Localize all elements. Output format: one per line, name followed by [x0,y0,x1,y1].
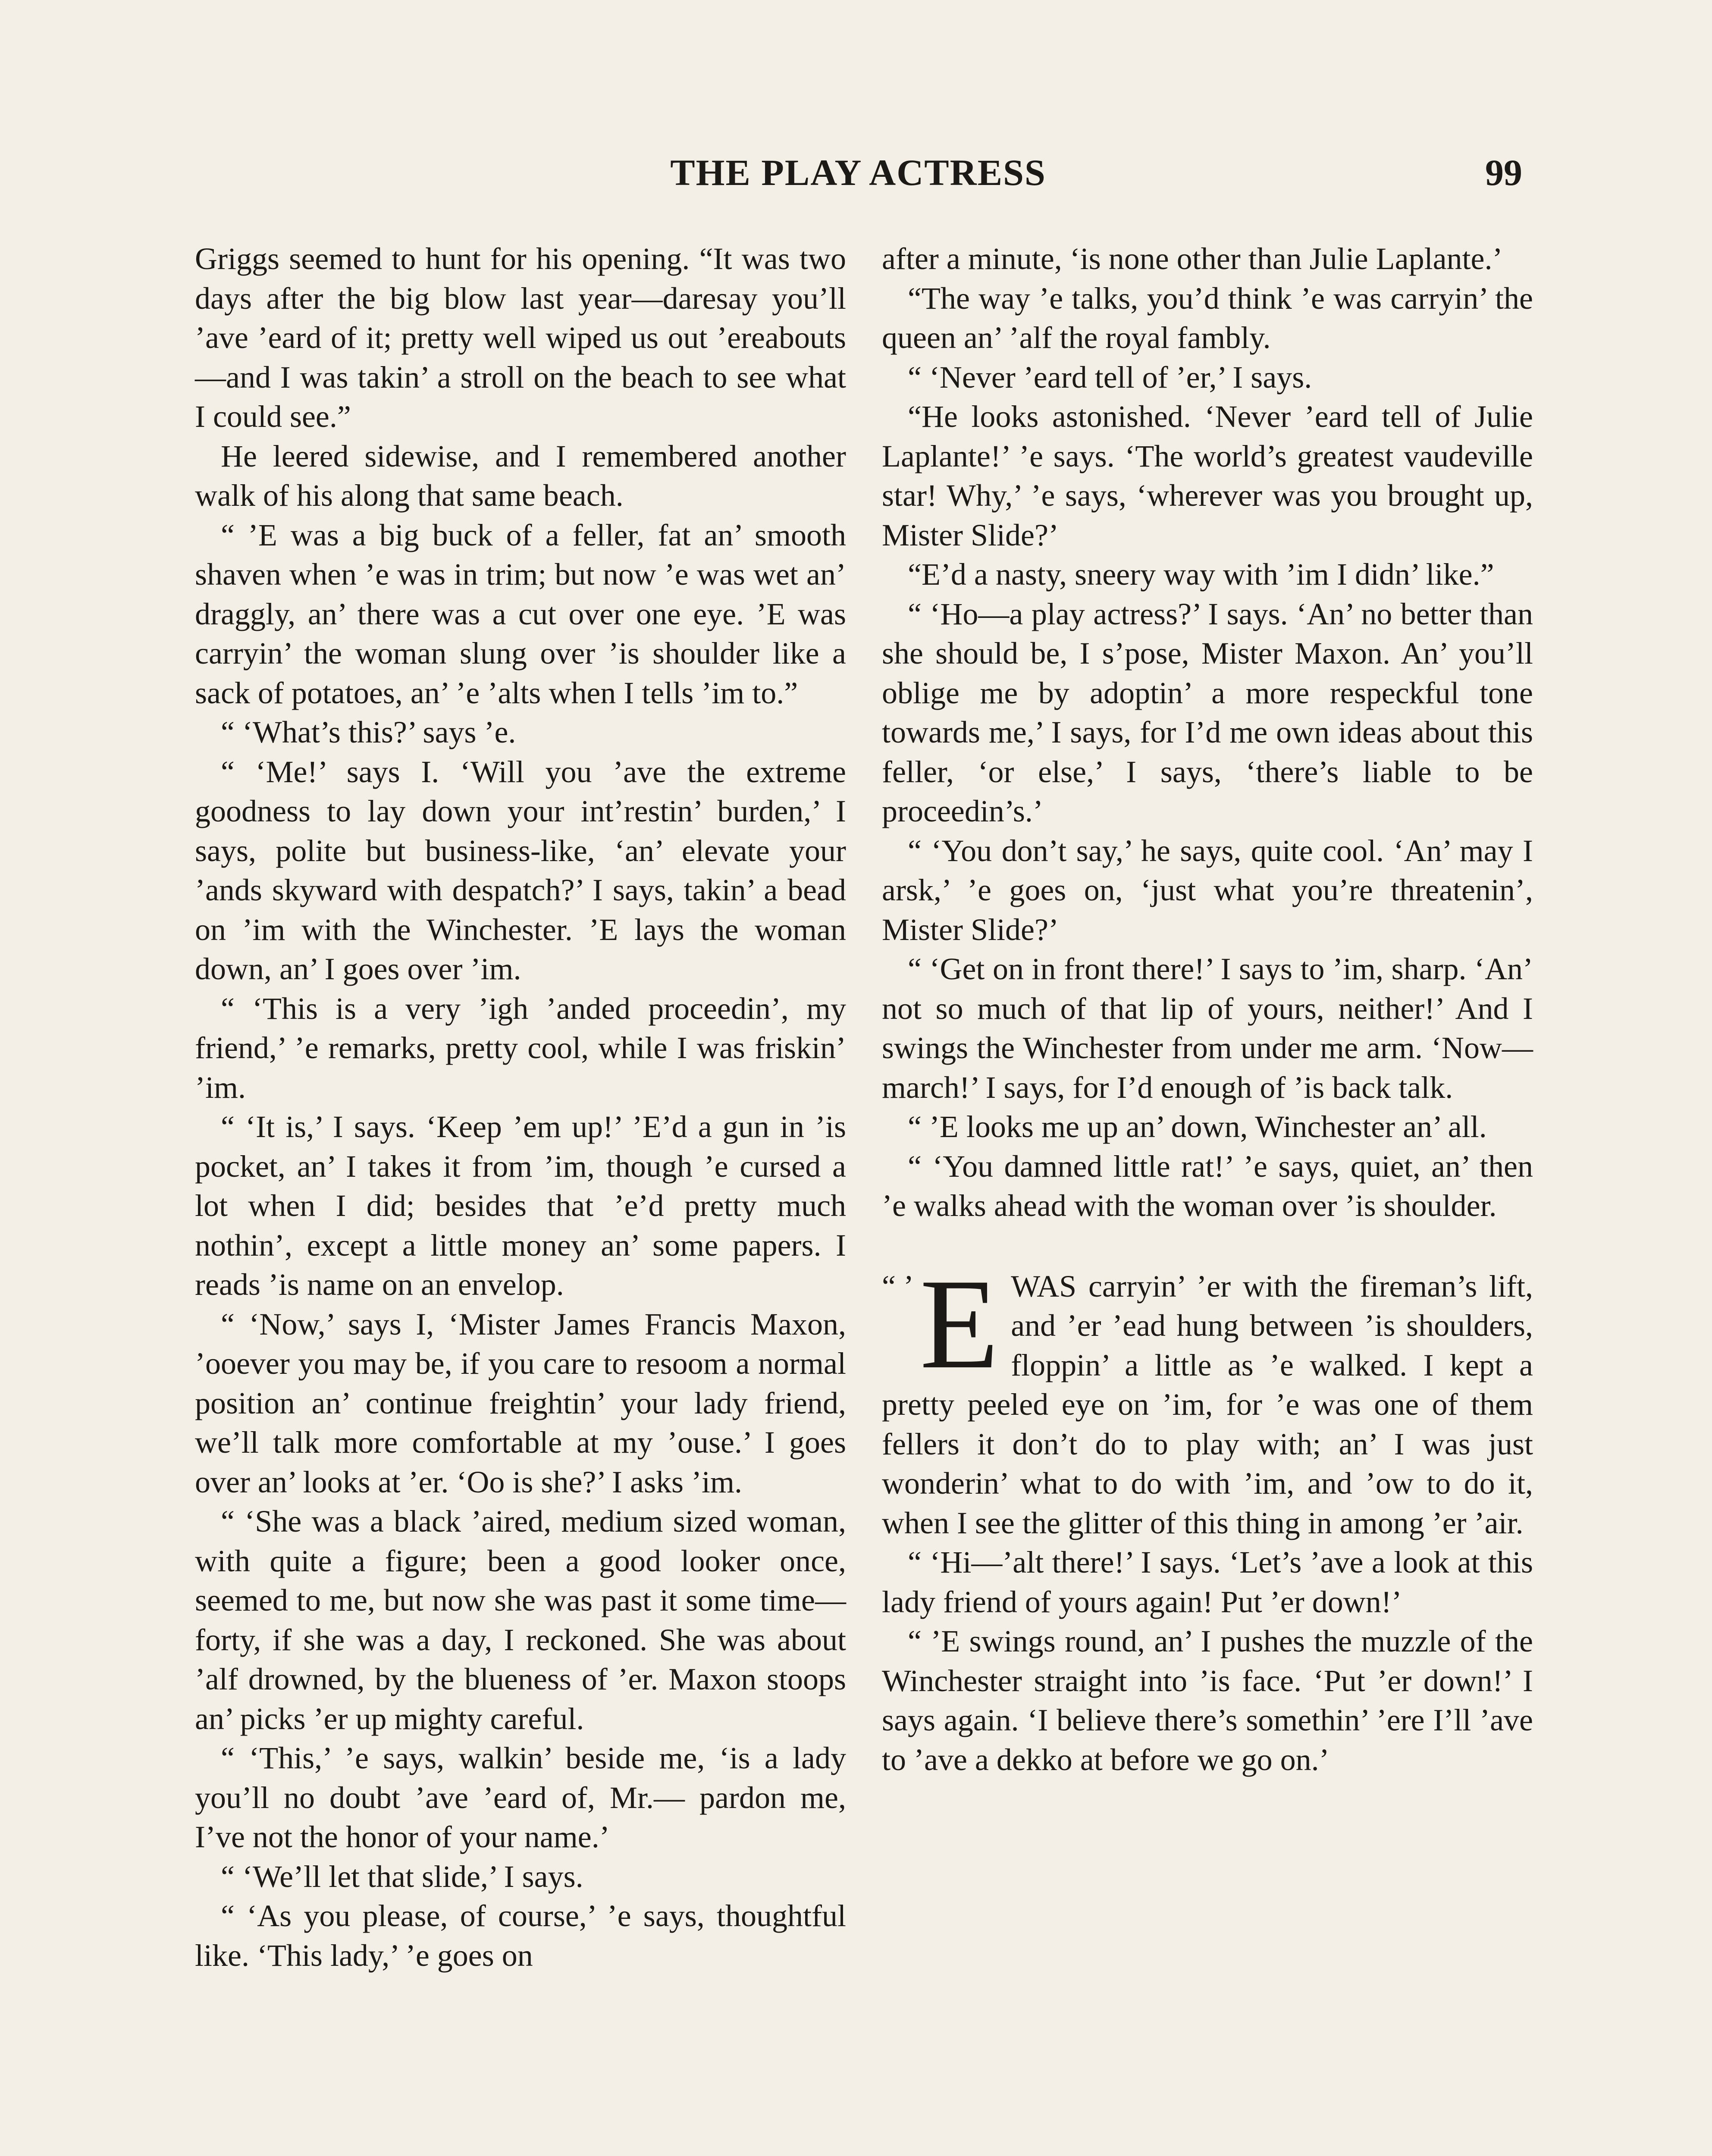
dropcap-text: WAS carryin’ ’er with the fireman’s lift, and ’er ’ead hung between ’is shoulders, floppin’ a little as ’e walked. I kept a pretty peeled eye on ’im, for ’e was one of them fellers it don’t do to play with; an’ I was just wonderin’ what to do with ’im, and ’ow to do it, when I see the glitter of this thing in among ’er ’air. [882,1269,1533,1540]
paragraph: “ ‘Now,’ says I, ‘Mister James Francis Maxon, ’ooever you may be, if you care to resoom a normal position an’ continue freightin’ your lady friend, we’ll talk more comfortable at my ’ouse.’ I goes over an’ looks at ’er. ‘Oo is she?’ I asks ’im. [195,1307,846,1499]
paragraph: “ ‘It is,’ I says. ‘Keep ’em up!’ ’E’d a gun in ’is pocket, an’ I takes it from ’im, though ’e cursed a lot when I did; besides that ’e’d pretty much nothin’, except a little money an’ some papers. I reads ’is name on an envelop. [195,1109,846,1302]
paragraph: “ ‘Ho—a play actress?’ I says. ‘An’ no better than she should be, I s’pose, Mister Maxon. An’ you’ll oblige me by adoptin’ a more respeckful tone towards me,’ I says, for I’d me own ideas about this feller, ‘or else,’ I says, ‘there’s liable to be proceedin’s.’ [882,596,1533,828]
paragraph: He leered sidewise, and I remembered another walk of his along that same beach. [195,439,846,513]
paragraph: “ ‘As you please, of course,’ ’e says, thoughtful like. ‘This lady,’ ’e goes on [195,1899,846,1973]
left-column [195,239,846,1975]
paragraph: “ ‘We’ll let that slide,’ I says. [221,1859,583,1894]
paragraph: Griggs seemed to hunt for his opening. “It was two days after the big blow last year—daresay you’ll ’ave ’eard of it; pretty well wiped us out ’ereabouts—and I was takin’ a stroll on the beach to see what I could see.” [195,241,846,434]
paragraph: “ ‘She was a black ’aired, medium sized woman, with quite a figure; been a good looker once, seemed to me, but now she was past it some time—forty, if she was a day, I reckoned. She was about ’alf drowned, by the blueness of ’er. Maxon stoops an’ picks ’er up mighty careful. [195,1504,846,1736]
page-header [194,151,1522,207]
paragraph: “E’d a nasty, sneery way with ’im I didn’ like.” [908,557,1494,592]
page-number: 99 [1485,152,1522,193]
paragraph: “ ‘Me!’ says I. ‘Will you ’ave the extreme goodness to lay down your int’restin’ burden,’ I says, polite but business-like, ‘an’ elevate your ’ands skyward with despatch?’ I says, takin’ a bead on ’im with the Winchester. ’E lays the woman down, an’ I goes over ’im. [195,754,846,986]
paragraph: “ ’E was a big buck of a feller, fat an’ smooth shaven when ’e was in trim; but now ’e was wet an’ draggly, an’ there was a cut over one eye. ’E was carryin’ the woman slung over ’is shoulder like a sack of potatoes, an’ ’e ’alts when I tells ’im to.” [195,517,846,710]
paragraph: “ ‘This is a very ’igh ’anded proceedin’, my friend,’ ’e remarks, pretty cool, while I was friskin’ ’im. [195,991,846,1105]
paragraph: “ ‘You damned little rat!’ ’e says, quiet, an’ then ’e walks ahead with the woman over ’is shoulder. [882,1149,1533,1223]
dropcap-letter: E [919,1252,999,1395]
paragraph: “The way ’e talks, you’d think ’e was carryin’ the queen an’ ’alf the royal fambly. [882,281,1533,355]
paragraph: “ ‘You don’t say,’ he says, quite cool. ‘An’ may I arsk,’ ’e goes on, ‘just what you’re threatenin’, Mister Slide?’ [882,833,1533,947]
dropcap-paragraph [882,1252,1533,1543]
paragraph-continuation: after a minute, ‘is none other than Julie Laplante.’ [882,241,1503,276]
running-title: THE PLAY ACTRESS [670,152,1046,193]
paragraph: “ ‘Never ’eard tell of ’er,’ I says. [908,360,1312,395]
right-column [882,239,1533,1780]
paragraph: “ ‘Hi—’alt there!’ I says. ‘Let’s ’ave a look at this lady friend of yours again! Put ’er down!’ [882,1545,1533,1619]
paragraph: “ ’E looks me up an’ down, Winchester an’ all. [908,1109,1487,1144]
paragraph: “ ‘What’s this?’ says ’e. [221,715,516,749]
dropcap-quote: “ ’ [882,1269,914,1304]
paragraph: “ ‘This,’ ’e says, walkin’ beside me, ‘is a lady you’ll no doubt ’ave ’eard of, Mr.— pardon me, I’ve not the honor of your name.’ [195,1741,846,1854]
paragraph: “ ‘Get on in front there!’ I says to ’im, sharp. ‘An’ not so much of that lip of yours, neither!’ And I swings the Winchester from under me arm. ‘Now— march!’ I says, for I’d enough of ’is back talk. [882,952,1533,1105]
paragraph: “He looks astonished. ‘Never ’eard tell of Julie Laplante!’ ’e says. ‘The world’s greatest vaudeville star! Why,’ ’e says, ‘wherever was you brought up, Mister Slide?’ [882,399,1533,552]
paragraph: “ ’E swings round, an’ I pushes the muzzle of the Winchester straight into ’is face. ‘Put ’er down!’ I says again. ‘I believe there’s somethin’ ’ere I’ll ’ave to ’ave a dekko at before we go on.’ [882,1624,1533,1777]
